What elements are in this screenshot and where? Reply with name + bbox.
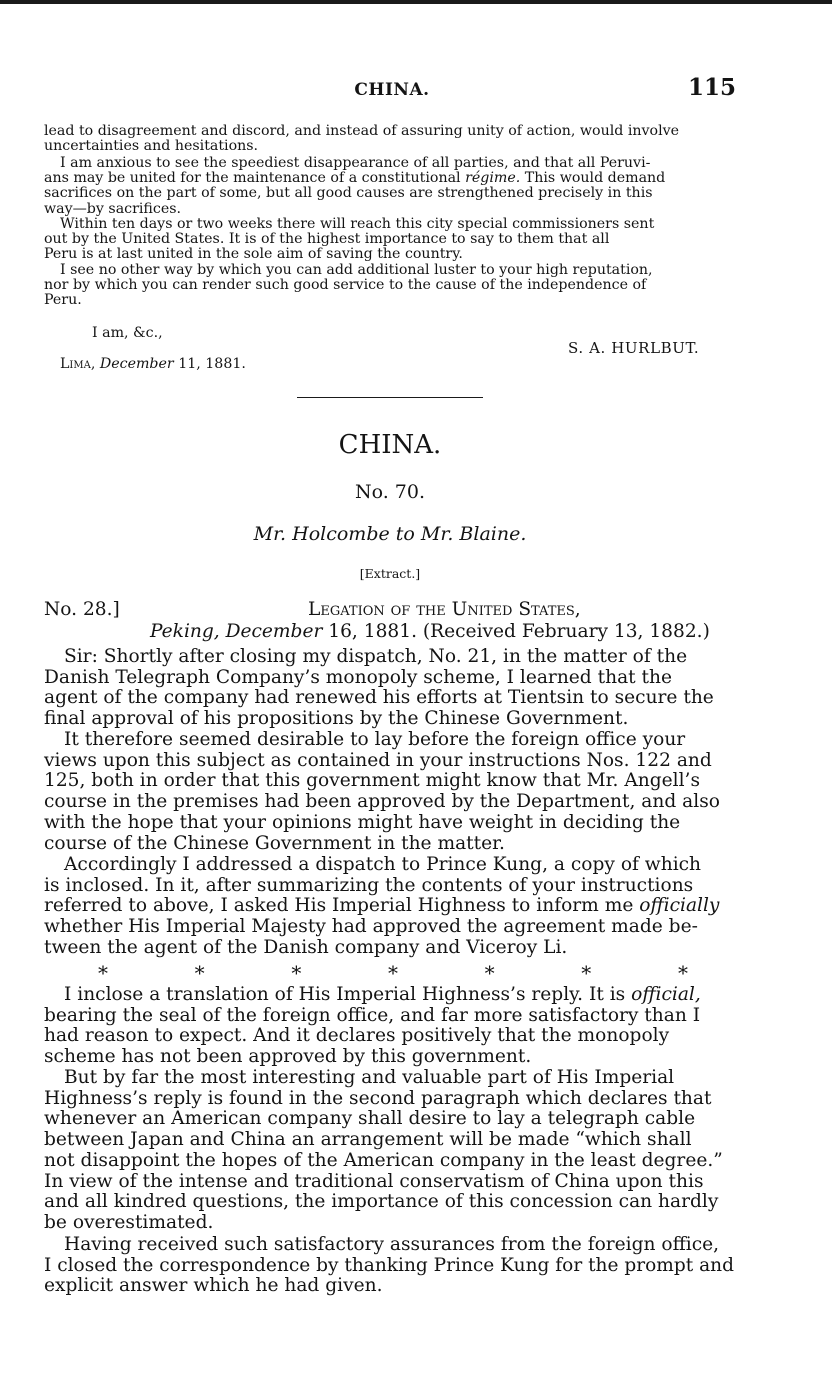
text-line: agent of the company had renewed his efforts at Tientsin to secure the (44, 687, 714, 709)
document-subtitle: Mr. Holcombe to Mr. Blaine. (253, 523, 527, 545)
text-line: final approval of his propositions by the Chinese Government. (44, 708, 629, 730)
text-line: not disappoint the hopes of the American company in the least degree.” (44, 1149, 723, 1171)
text-line: I closed the correspondence by thanking Prince Kung for the prompt and (44, 1254, 734, 1276)
text-span: referred to above, I asked His Imperial Highness to inform me (44, 895, 640, 917)
text-line: way—by sacrifices. (44, 200, 182, 217)
text-line: Sir: Shortly after closing my dispatch, No. 21, in the matter of the (64, 646, 688, 667)
date-rest: 11, 1881. (173, 356, 246, 372)
text-line: nor by which you can render such good service to the cause of the independence of (44, 277, 647, 294)
text-line: explicit answer which he had given. (44, 1275, 383, 1297)
page-number: 115 (687, 74, 736, 101)
text-line: I am anxious to see the speediest disappearance of all parties, and that all Peruvi- (60, 155, 651, 171)
text-line: In view of the intense and traditional conservatism of China upon this (44, 1170, 704, 1192)
document-number: No. 70. (354, 481, 426, 503)
place: Lima, (60, 356, 96, 372)
text-line: tween the agent of the Danish company and Viceroy Li. (44, 936, 568, 958)
text-span: I inclose a translation of His Imperial Highness’s reply. It is (64, 984, 632, 1005)
text-line: Accordingly I addressed a dispatch to Prince Kung, a copy of which (64, 854, 702, 875)
dispatch-paragraph-5 (44, 1068, 734, 1234)
extract-label: [Extract.] (359, 566, 421, 581)
text-line: be overestimated. (44, 1211, 214, 1233)
text-line: and all kindred questions, the importance of this concession can hardly (44, 1191, 719, 1213)
text-line: 125, both in order that this government might know that Mr. Angell’s (44, 770, 700, 792)
text-line: Danish Telegraph Company’s monopoly scheme, I learned that the (44, 666, 672, 688)
italic-word: official, (631, 984, 701, 1005)
text-line: out by the United States. It is of the highest importance to say to them that all (44, 231, 610, 248)
place-date (60, 357, 246, 372)
text-line: course of the Chinese Government in the matter. (44, 832, 505, 854)
section-title: CHINA. (338, 430, 442, 460)
text-line (44, 985, 734, 1006)
date-month: December (99, 356, 174, 372)
text-line: uncertainties and hesitations. (44, 138, 259, 155)
text-line: Peru. (44, 292, 82, 309)
running-head: CHINA. (354, 80, 430, 100)
text-line (44, 896, 734, 917)
peru-paragraph-1 (44, 124, 736, 154)
text-line: Having received such satisfactory assurances from the foreign office, (64, 1234, 720, 1255)
dispatch-paragraph-2 (44, 730, 734, 854)
legation-heading: Legation of the United States, (308, 599, 581, 620)
top-border (0, 0, 832, 4)
italic-word: officially (639, 895, 720, 917)
peru-paragraph-3 (44, 217, 736, 263)
text-line: Peru is at last united in the sole aim of saving the country. (44, 246, 463, 263)
text-line (44, 171, 736, 186)
text-line: whether His Imperial Majesty had approved the agreement made be- (44, 916, 698, 938)
place-date-rest: 16, 1881. (Received February 13, 1882.) (322, 621, 710, 642)
signature: S. A. HURLBUT. (568, 339, 700, 357)
dispatch-paragraph-4 (44, 985, 734, 1068)
text-line: is inclosed. In it, after summarizing the contents of your instructions (44, 874, 694, 896)
closing: I am, &c., (92, 325, 163, 341)
text-line: Within ten days or two weeks there will reach this city special commissioners sent (60, 216, 655, 232)
text-line: lead to disagreement and discord, and instead of assuring unity of action, would involve (44, 123, 680, 139)
peru-paragraph-2 (44, 156, 736, 217)
page-header (44, 74, 740, 106)
star: * (581, 961, 592, 985)
text-line: I see no other way by which you can add additional luster to your high reputation, (60, 262, 653, 278)
text-line: course in the premises had been approved by the Department, and also (44, 791, 720, 813)
text-line: Highness’s reply is found in the second paragraph which declares that (44, 1087, 712, 1109)
dispatch-paragraph-3 (44, 855, 734, 959)
omission-stars (98, 963, 688, 983)
italic-word: régime. (465, 170, 521, 187)
dispatch-number: No. 28.] (44, 599, 120, 620)
star: * (98, 961, 108, 985)
text-line: with the hope that your opinions might have weight in deciding the (44, 811, 681, 833)
star: * (194, 961, 205, 985)
text-line: It therefore seemed desirable to lay before the foreign office your (64, 729, 686, 750)
text-line: But by far the most interesting and valuable part of His Imperial (64, 1067, 675, 1088)
section-divider (297, 397, 483, 398)
star: * (677, 961, 688, 985)
text-span: ans may be united for the maintenance of a constitutional (44, 170, 466, 187)
text-line: bearing the seal of the foreign office, and far more satisfactory than I (44, 1004, 701, 1026)
place-date-italic: Peking, December (150, 621, 323, 642)
dispatch-date (150, 622, 710, 643)
text-line: whenever an American company shall desire to lay a telegraph cable (44, 1108, 696, 1130)
star: * (291, 961, 302, 985)
star: * (484, 961, 495, 985)
text-line: scheme has not been approved by this government. (44, 1046, 532, 1068)
text-line: views upon this subject as contained in your instructions Nos. 122 and (44, 749, 712, 771)
text-line: had reason to expect. And it declares positively that the monopoly (44, 1025, 670, 1047)
dispatch-paragraph-1 (44, 647, 734, 730)
text-line: between Japan and China an arrangement will be made “which shall (44, 1129, 692, 1151)
peru-paragraph-4 (44, 263, 736, 309)
star: * (387, 961, 398, 985)
text-span: This would demand (520, 170, 666, 187)
dispatch-paragraph-6 (44, 1235, 734, 1297)
text-line: sacrifices on the part of some, but all good causes are strengthened precisely in this (44, 185, 653, 202)
